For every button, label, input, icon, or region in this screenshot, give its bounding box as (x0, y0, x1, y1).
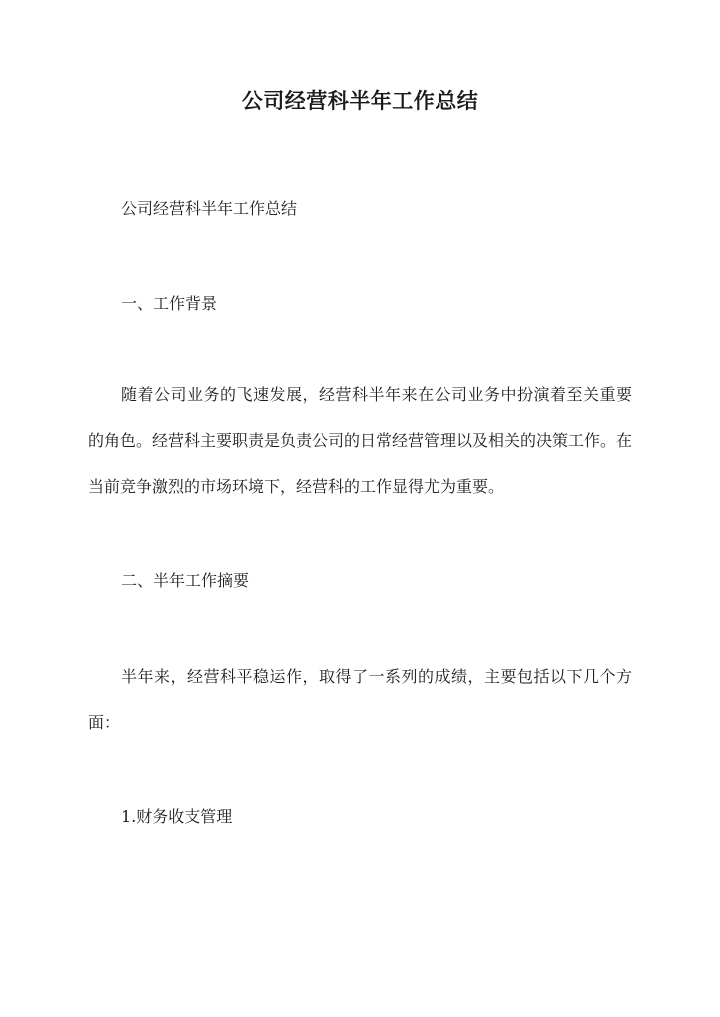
section-paragraph-summary: 半年来，经营科平稳运作，取得了一系列的成绩，主要包括以下几个方面： (88, 667, 632, 732)
document-title: 公司经营科半年工作总结 (241, 88, 479, 113)
section-heading-background: 一、工作背景 (121, 294, 218, 313)
section-paragraph-background: 随着公司业务的飞速发展，经营科半年来在公司业务中扮演着至关重要的角色。经营科主要职责是负责公司的日常经营管理以及相关的决策工作。在当前竞争激烈的市场环境下，经营科的工作显得尤为重要。 (88, 385, 633, 496)
document-subtitle: 公司经营科半年工作总结 (121, 199, 298, 218)
item-heading-finance: 1.财务收支管理 (121, 807, 233, 826)
section-heading-summary: 二、半年工作摘要 (121, 571, 250, 590)
